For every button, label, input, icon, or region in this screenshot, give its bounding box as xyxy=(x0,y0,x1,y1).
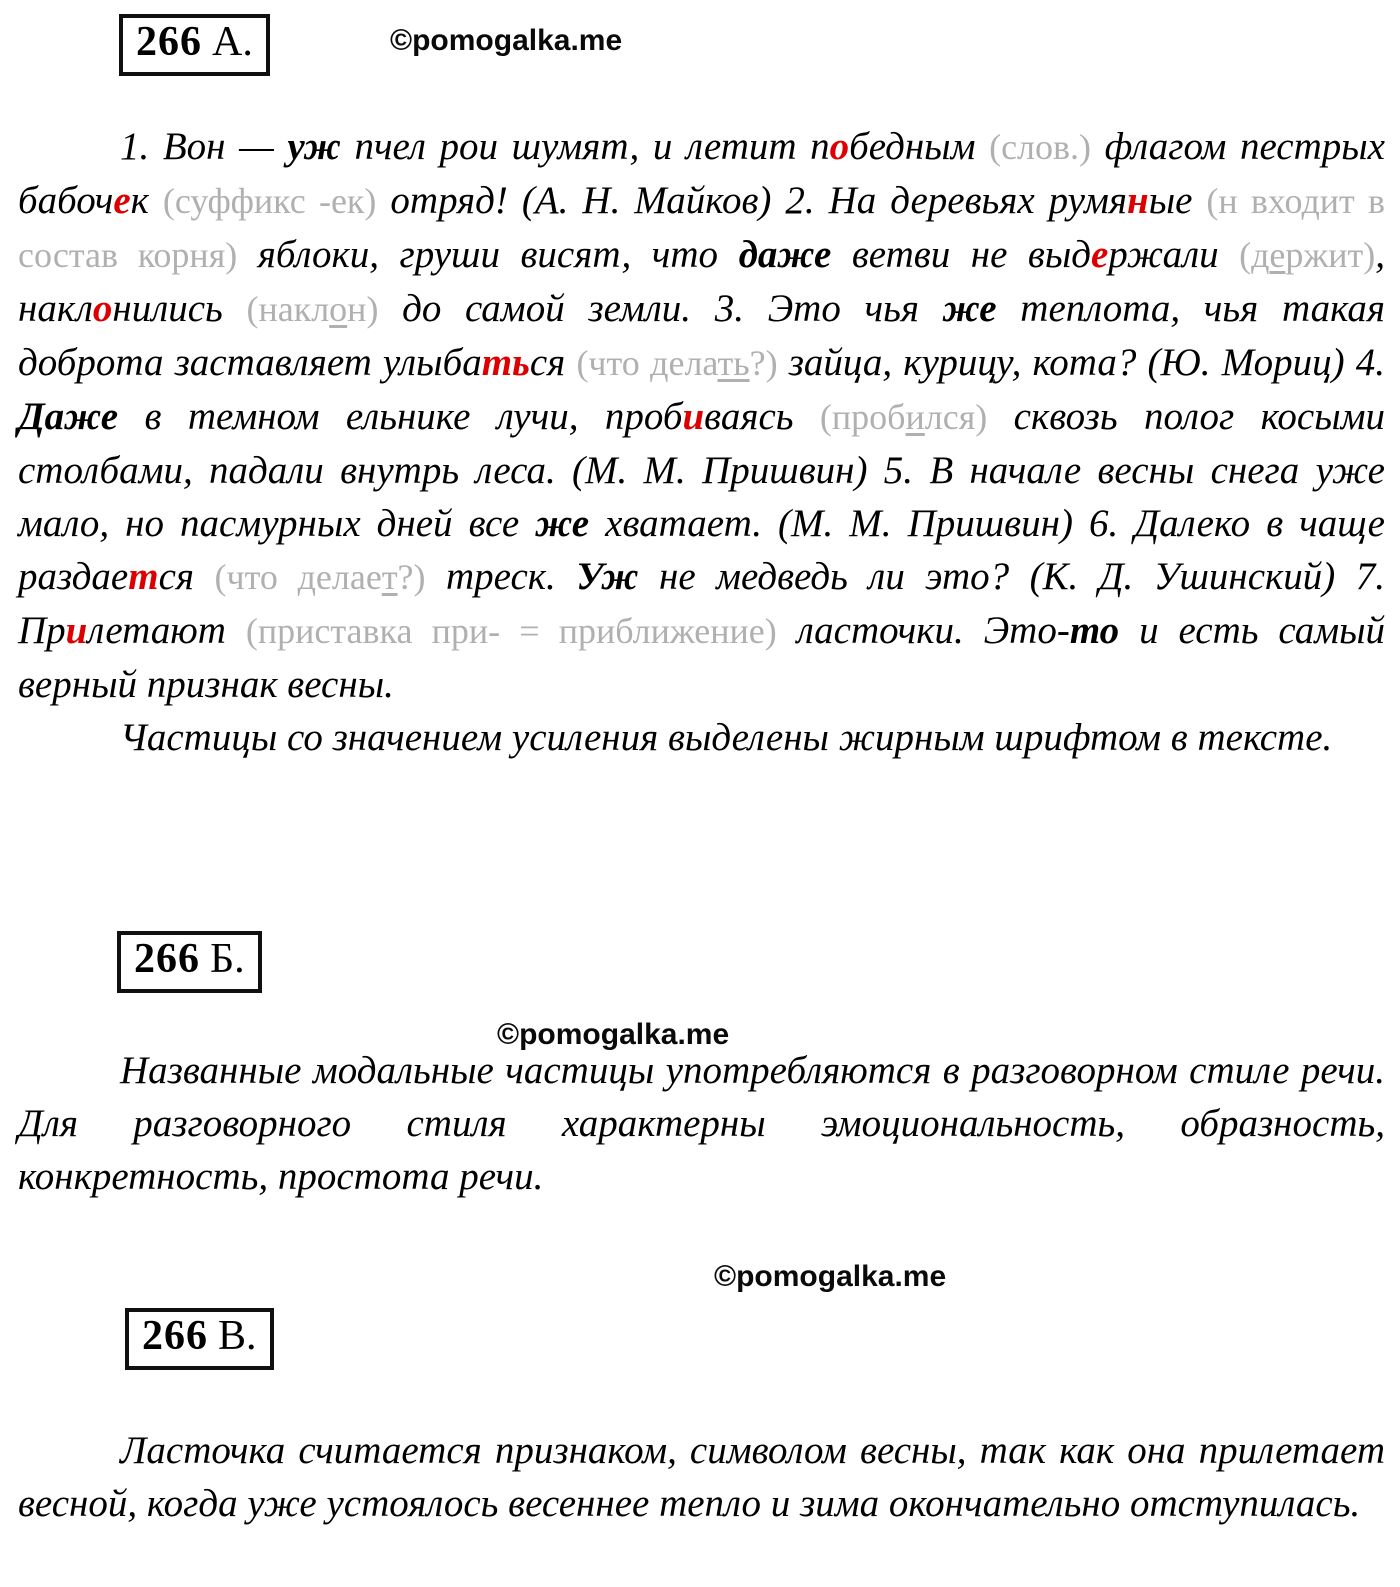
solution-note-paragraph xyxy=(18,711,1385,764)
text-run: 1. Вон — xyxy=(120,125,288,168)
text-run: флагом пестрых бабоч xyxy=(18,125,1385,222)
text-run: Ласточка считается признаком, символом весны, так как она прилетает весной, когда уже устоялось весеннее тепло и зима окончательно отступилась. xyxy=(18,1429,1385,1525)
text-run: бедным xyxy=(849,125,990,168)
text-run: пчел рои шумят, и летит п xyxy=(340,125,830,168)
gray-annotation: ржит) xyxy=(1285,235,1376,275)
text-run: яблоки, груши висят, что xyxy=(237,233,739,276)
exercise-letter: А. xyxy=(212,19,253,65)
text-run: к xyxy=(130,179,163,222)
highlighted-letter: и xyxy=(65,609,88,652)
highlighted-letter: о xyxy=(92,287,113,330)
exercise-a-text-column xyxy=(18,120,1385,764)
text-run: ые xyxy=(1148,179,1207,222)
highlighted-letter: ть xyxy=(481,341,530,384)
exercise-number: 266 xyxy=(136,19,202,65)
bold-particle: Даже xyxy=(18,395,119,438)
gray-annotation: (приставка при- = приближение) xyxy=(245,611,777,651)
watermark-text: ©pomogalka.me xyxy=(497,1018,730,1051)
text-run: ласточки. Это- xyxy=(776,609,1070,652)
gray-annotation: (н входит в состав корня) xyxy=(18,181,1386,275)
exercise-b-text-column xyxy=(18,1044,1385,1203)
text-run: в темном ельнике лучи, проб xyxy=(118,395,683,438)
text-run: ся xyxy=(529,341,577,384)
exercise-a-label-box xyxy=(119,14,270,76)
text-run: не медведь ли это? (К. Д. Ушинский) 7. Пр xyxy=(18,555,1386,652)
exercise-letter: Б. xyxy=(210,936,245,982)
gray-annotation-underlined: и xyxy=(905,397,925,437)
highlighted-letter: е xyxy=(113,179,131,222)
gray-annotation: (что дела xyxy=(576,343,718,383)
text-run: сквозь полог косыми столбами, падали внутрь леса. (М. М. Пришвин) 5. В начале весны снега уже мало, но пасмурных дней все xyxy=(18,395,1385,545)
bold-particle: даже xyxy=(738,233,832,276)
exercise-b-label-box xyxy=(117,931,262,993)
text-run: ваясь xyxy=(704,395,820,438)
bold-particle: то xyxy=(1069,609,1120,652)
highlighted-letter: т xyxy=(128,555,159,598)
text-run: ся xyxy=(158,555,215,598)
exercise-number: 266 xyxy=(142,1313,208,1359)
exercise-letter: В. xyxy=(218,1313,257,1359)
exercise-c-label-box xyxy=(125,1308,274,1370)
text-run: до самой земли. 3. Это чья xyxy=(378,287,943,330)
text-run: отряд! (А. Н. Майков) 2. На деревьях румя xyxy=(376,179,1128,222)
gray-annotation-underlined: т xyxy=(381,557,398,597)
gray-annotation: (что делае xyxy=(214,557,382,597)
highlighted-letter: и xyxy=(682,395,705,438)
gray-annotation-underlined: ть xyxy=(717,343,750,383)
highlighted-letter: е xyxy=(1090,233,1109,276)
text-run: Названные модальные частицы употребляются в разговорном стиле речи. Для разговорного стиля характерны эмоциональность, образность, конкретность, простота речи. xyxy=(18,1049,1385,1198)
watermark-text: ©pomogalka.me xyxy=(714,1260,947,1293)
exercise-c-text-column xyxy=(18,1424,1385,1530)
exercise-number: 266 xyxy=(134,936,200,982)
gray-annotation: лся) xyxy=(924,397,988,437)
gray-annotation: (накл xyxy=(246,289,330,329)
gray-annotation: (д xyxy=(1239,235,1270,275)
text-run: треск. xyxy=(425,555,577,598)
gray-annotation: ?) xyxy=(749,343,778,383)
gray-annotation: (проб xyxy=(819,397,906,437)
bold-particle: Уж xyxy=(576,555,639,598)
text-run: нились xyxy=(112,287,247,330)
exercise-c-paragraph xyxy=(18,1424,1385,1530)
text-run: и есть самый верный признак весны. xyxy=(18,609,1385,706)
gray-annotation-underlined: о xyxy=(329,289,348,329)
text-run: летают xyxy=(87,609,246,652)
gray-annotation: ?) xyxy=(397,557,426,597)
bold-particle: же xyxy=(942,287,997,330)
gray-annotation: н) xyxy=(347,289,379,329)
bold-particle: уж xyxy=(287,125,341,168)
highlighted-letter: о xyxy=(829,125,850,168)
bold-particle: же xyxy=(535,502,590,545)
gray-annotation: (суффикс -ек) xyxy=(162,181,377,221)
watermark-text: ©pomogalka.me xyxy=(390,24,623,57)
text-run: ветви не выд xyxy=(831,233,1091,276)
highlighted-letter: н xyxy=(1127,179,1149,222)
gray-annotation: (слов.) xyxy=(989,127,1091,167)
text-run: хватает. (М. М. Пришвин) 6. Далеко в чаще раздае xyxy=(18,502,1385,598)
text-run: теплота, чья такая доброта заставляет улыба xyxy=(18,287,1385,384)
gray-annotation-underlined: е xyxy=(1269,235,1286,275)
text-run: зайца, курицу, кота? (Ю. Мориц) 4. xyxy=(777,341,1385,384)
text-run: , накл xyxy=(18,233,1386,330)
exercise-b-paragraph xyxy=(18,1044,1385,1203)
text-run: Частицы со значением усиления выделены жирным шрифтом в тексте. xyxy=(120,716,1333,759)
exercise-a-paragraph xyxy=(18,120,1385,711)
text-run: ржали xyxy=(1108,233,1240,276)
